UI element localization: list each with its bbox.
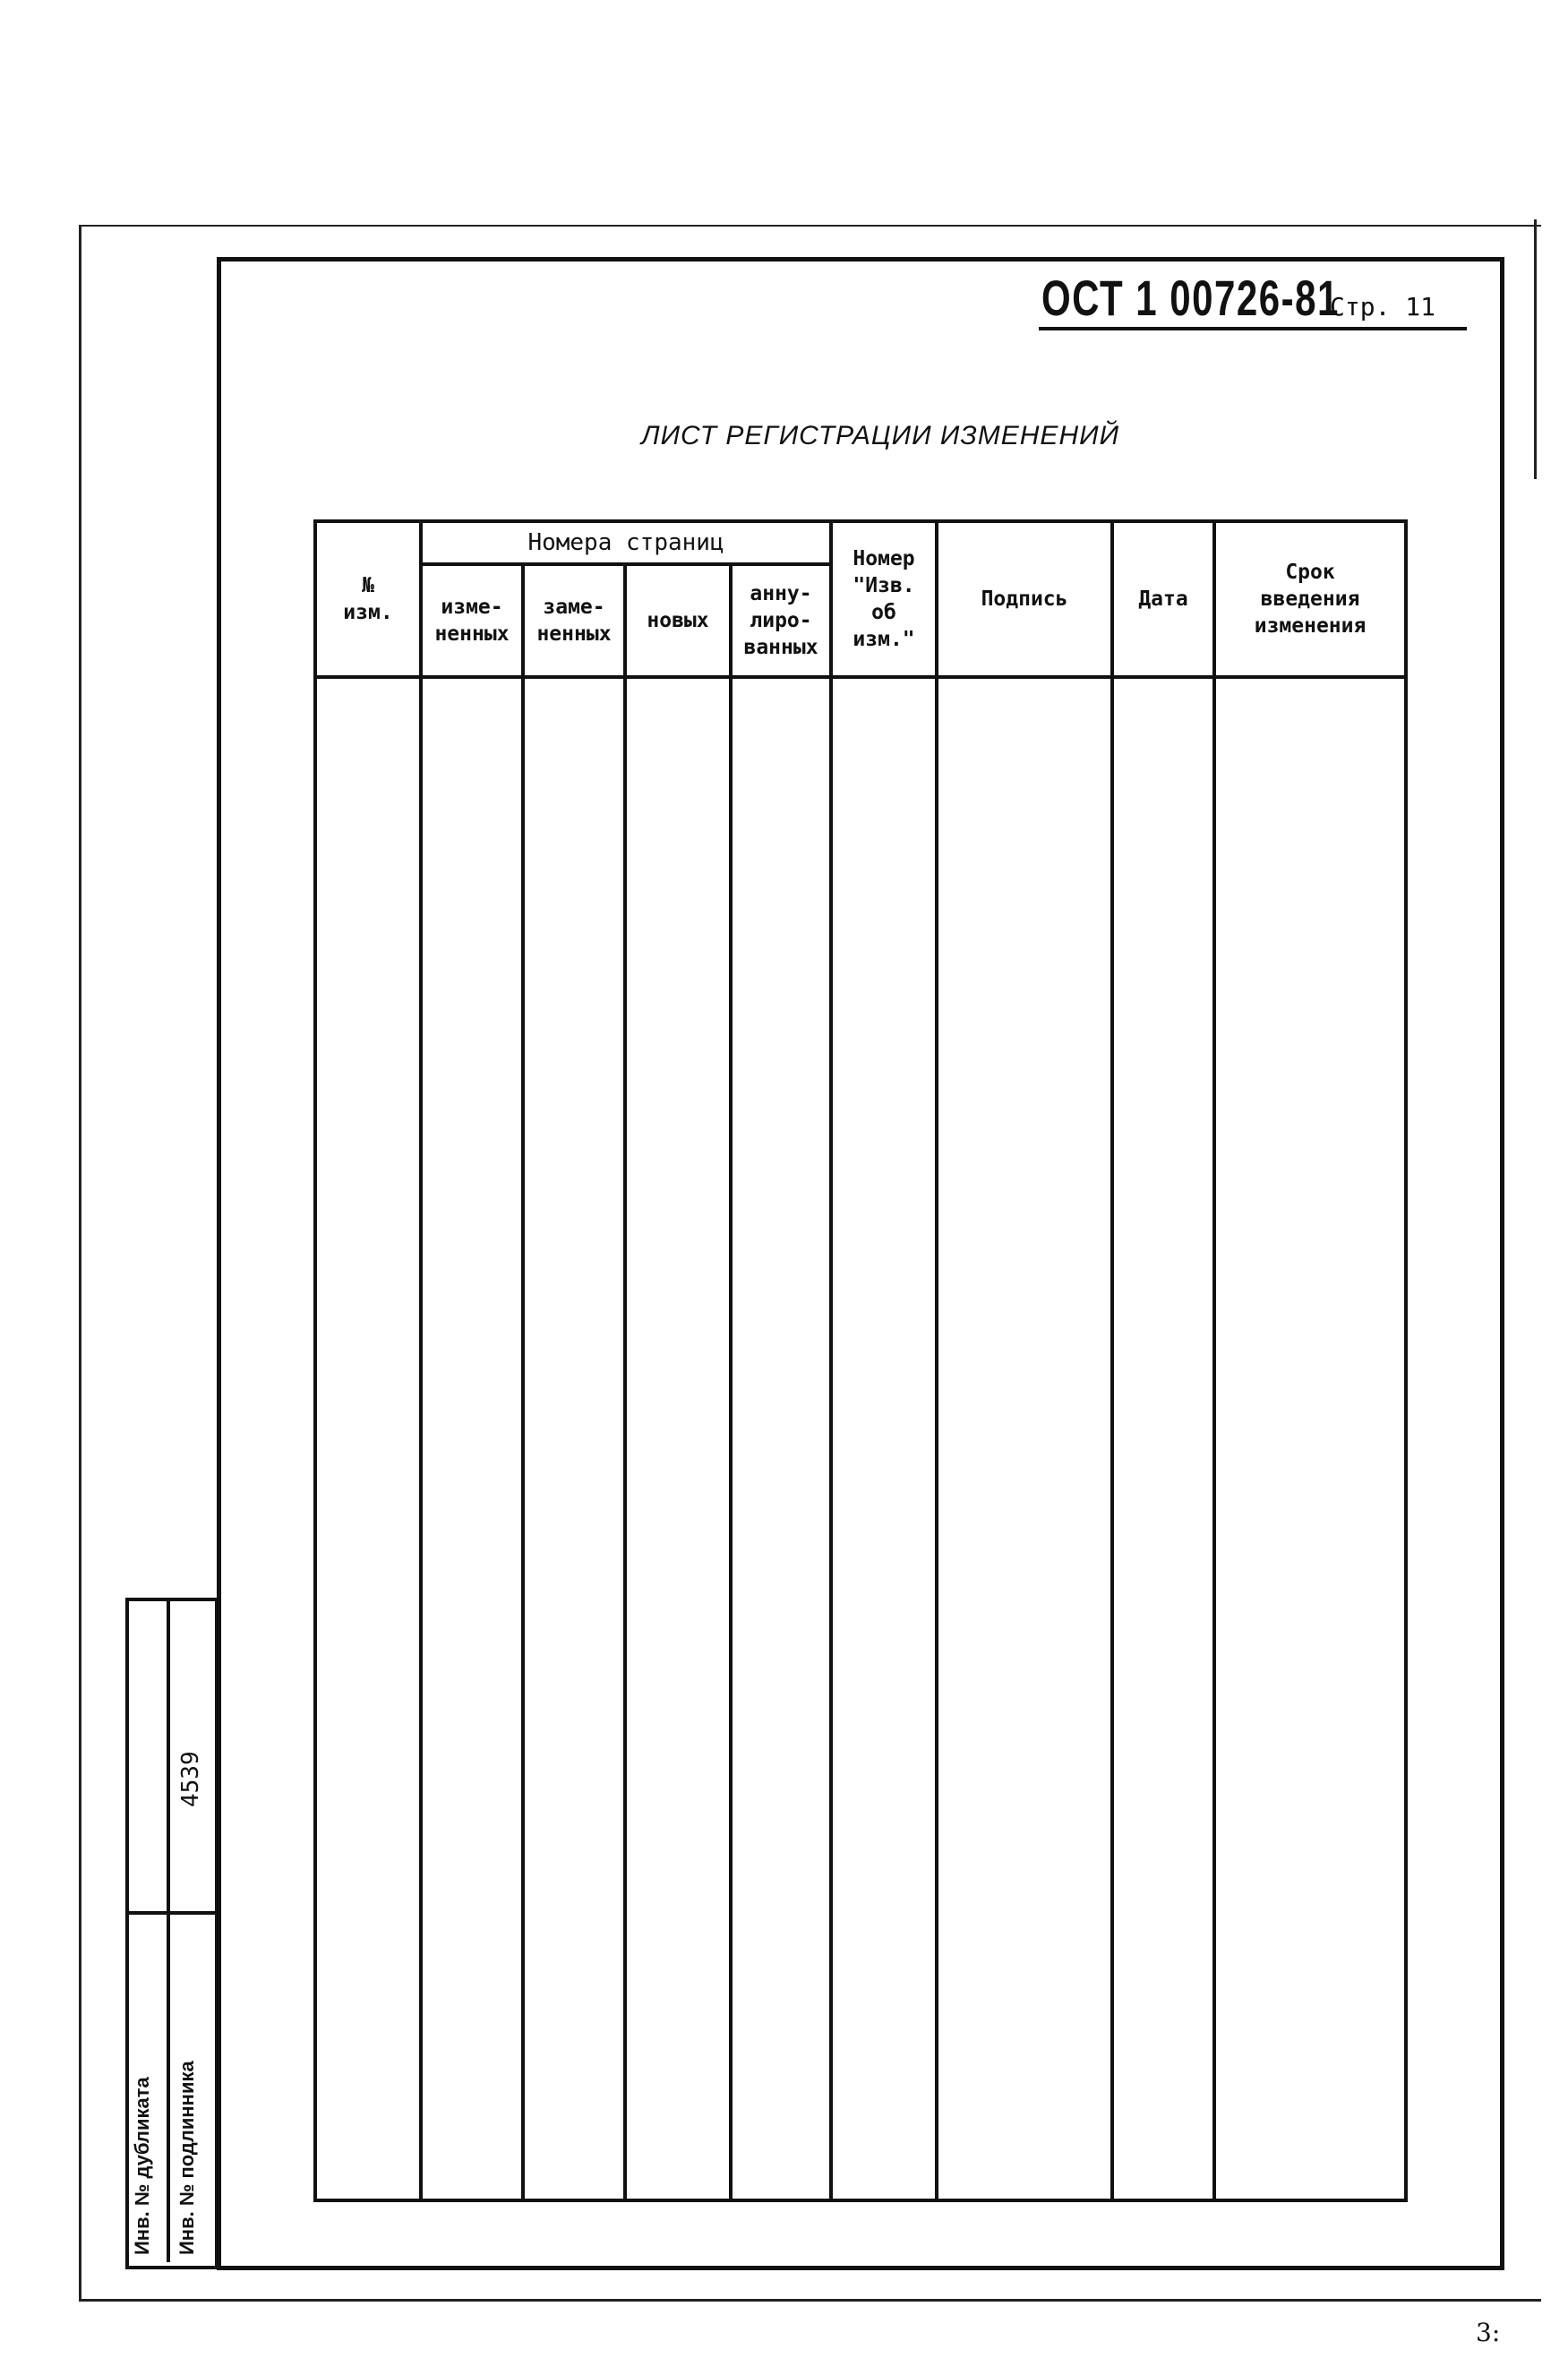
col-header-new: новых xyxy=(625,564,731,677)
frame-edge-mark xyxy=(1534,219,1537,479)
page-number: Стр. 11 xyxy=(1330,292,1436,322)
table-cell xyxy=(937,677,1112,2200)
change-registration-table xyxy=(313,519,1404,2202)
col-group-page-numbers: Номера страниц xyxy=(421,521,831,564)
col-header-notice-number: Номер "Изв. об изм." xyxy=(831,521,937,677)
col-header-annulled: анну- лиро- ванных xyxy=(731,564,831,677)
standard-code: ОСТ 1 00726-81 xyxy=(1041,270,1340,326)
col-header-date: Дата xyxy=(1112,521,1214,677)
sheet-number: 3: xyxy=(1476,2318,1501,2347)
table-cell xyxy=(315,677,421,2200)
table-cell xyxy=(1112,677,1214,2200)
table-cell xyxy=(523,677,625,2200)
table-cell xyxy=(731,677,831,2200)
table-cell xyxy=(831,677,937,2200)
stamp-divider xyxy=(125,1911,215,1915)
col-header-change-number: № изм. xyxy=(315,521,421,677)
table-row xyxy=(315,677,1406,2200)
col-header-effective-term: Срок введения изменения xyxy=(1214,521,1406,677)
duplicate-inventory-label: Инв. № дубликата xyxy=(131,2077,153,2255)
col-header-replaced: заме- ненных xyxy=(523,564,625,677)
sheet-title: ЛИСТ РЕГИСТРАЦИИ ИЗМЕНЕНИЙ xyxy=(641,421,1120,450)
col-header-changed: изме- ненных xyxy=(421,564,523,677)
table-cell xyxy=(421,677,523,2200)
original-inventory-number: 4539 xyxy=(177,1751,204,1807)
stamp-divider xyxy=(167,1598,170,2262)
table-cell xyxy=(1214,677,1406,2200)
document-header xyxy=(1041,269,1435,327)
header-underline xyxy=(1039,327,1467,330)
col-header-signature: Подпись xyxy=(937,521,1112,677)
table-cell xyxy=(625,677,731,2200)
original-inventory-label: Инв. № подлинника xyxy=(176,2061,198,2255)
